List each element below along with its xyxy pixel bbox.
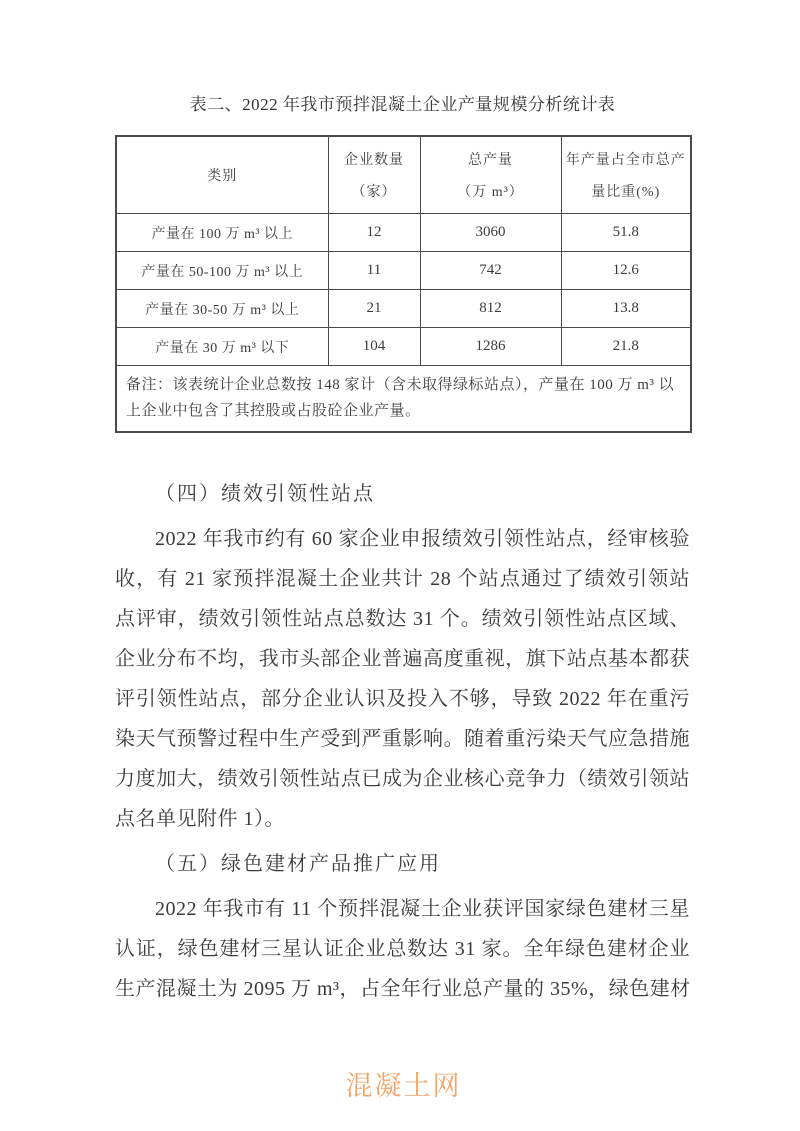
watermark: 混凝土网: [345, 1071, 462, 1101]
body-line: 点名单见附件 1）。: [115, 808, 285, 830]
cell-total-output: 3060: [420, 214, 561, 252]
table-title: 表二、2022 年我市预拌混凝土企业产量规模分析统计表: [189, 95, 616, 114]
body-line: 2022 年我市约有 60 家企业申报绩效引领性站点，经审核验: [155, 528, 690, 550]
cell-company-count: 11: [328, 252, 420, 290]
cell-category: 产量在 50-100 万 m³ 以上: [116, 252, 328, 290]
section-4-heading: （四）绩效引领性站点: [155, 483, 375, 505]
cell-company-count: 12: [328, 214, 420, 252]
body-text: [115, 473, 690, 1009]
header-share-percentage: [561, 136, 691, 214]
body-line: 收，有 21 家预拌混凝土企业共计 28 个站点通过了绩效引领站: [115, 568, 690, 590]
cell-share-percentage: 12.6: [561, 252, 691, 290]
header-company-count-line2: （家）: [351, 185, 397, 200]
cell-total-output: 1286: [420, 328, 561, 366]
body-line: 生产混凝土为 2095 万 m³，占全年行业总产量的 35%，绿色建材: [115, 978, 691, 1000]
section-5-heading: （五）绿色建材产品推广应用: [155, 853, 441, 875]
header-category-label: 类别: [207, 169, 238, 184]
body-line: 2022 年我市有 11 个预拌混凝土企业获评国家绿色建材三星: [155, 898, 690, 920]
body-line: 染天气预警过程中生产受到严重影响。随着重污染天气应急措施: [115, 728, 690, 750]
table-header-row: [116, 136, 691, 214]
table-row: [116, 252, 691, 290]
header-company-count-line1: 企业数量: [344, 153, 404, 168]
body-line: 企业分布不均，我市头部企业普遍高度重视，旗下站点基本都获: [115, 648, 690, 670]
header-total-output: [420, 136, 561, 214]
cell-company-count: 104: [328, 328, 420, 366]
header-company-count: [328, 136, 420, 214]
header-share-percentage-line1: 年产量占全市总产: [565, 153, 686, 168]
cell-category: 产量在 30 万 m³ 以下: [116, 328, 328, 366]
cell-share-percentage: 21.8: [561, 328, 691, 366]
cell-category: 产量在 100 万 m³ 以上: [116, 214, 328, 252]
cell-total-output: 742: [420, 252, 561, 290]
header-total-output-line1: 总产量: [468, 153, 513, 168]
table-note: 备注：该表统计企业总数按 148 家计（含未取得绿标站点），产量在 100 万 m³ 以上企业中包含了其控股或占股砼企业产量。: [116, 366, 691, 433]
table-note-row: [116, 366, 691, 433]
document-content: [115, 90, 690, 1009]
body-line: 认证，绿色建材三星认证企业总数达 31 家。全年绿色建材企业: [115, 938, 690, 960]
production-stats-table: [115, 135, 692, 433]
body-line: 力度加大，绩效引领性站点已成为企业核心竞争力（绩效引领站: [115, 768, 690, 790]
cell-total-output: 812: [420, 290, 561, 328]
header-category: [116, 136, 328, 214]
table-row: [116, 214, 691, 252]
body-line: 点评审，绩效引领性站点总数达 31 个。绩效引领性站点区域、: [115, 608, 690, 630]
table-row: [116, 290, 691, 328]
cell-share-percentage: 51.8: [561, 214, 691, 252]
header-share-percentage-line2: 量比重(%): [591, 185, 661, 200]
body-line: 评引领性站点，部分企业认识及投入不够，导致 2022 年在重污: [115, 688, 690, 710]
cell-category: 产量在 30-50 万 m³ 以上: [116, 290, 328, 328]
table-row: [116, 328, 691, 366]
cell-company-count: 21: [328, 290, 420, 328]
cell-share-percentage: 13.8: [561, 290, 691, 328]
header-total-output-line2: （万 m³）: [457, 185, 524, 200]
